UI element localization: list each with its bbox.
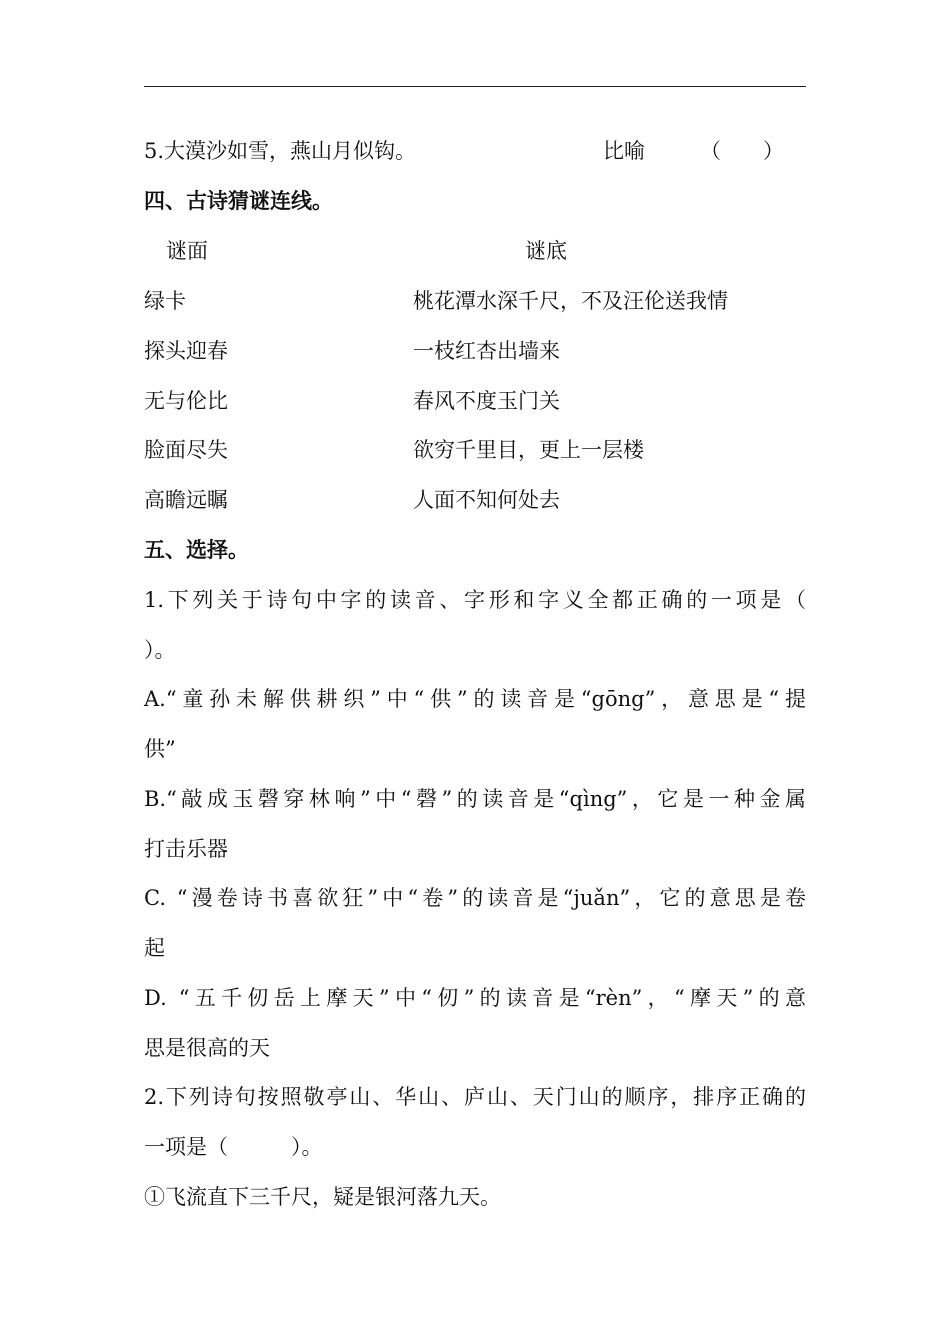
riddle-item[interactable]: 脸面尽失 xyxy=(144,438,228,462)
answer-item[interactable]: 一枝红杏出墙来 xyxy=(413,339,560,363)
q5-answer-blank[interactable]: （ ） xyxy=(700,139,784,163)
option-d[interactable]: D. “五千仞岳上摩天”中“仞”的读音是“rèn”，“摩天”的意 xyxy=(144,986,806,1010)
option-a[interactable]: A.“童孙未解供耕织”中“供”的读音是“gōng”，意思是“提 xyxy=(144,687,806,711)
option-b[interactable]: B.“敲成玉磬穿林响”中“磬”的读音是“qìng”，它是一种金属 xyxy=(144,787,806,811)
section5-heading: 五、选择。 xyxy=(144,537,249,562)
option-c-cont[interactable]: 起 xyxy=(144,936,165,960)
riddle-item[interactable]: 高瞻远瞩 xyxy=(144,488,228,512)
column-header-riddle: 谜面 xyxy=(166,239,208,263)
answer-item[interactable]: 欲穷千里目，更上一层楼 xyxy=(413,438,644,462)
question2-stem-cont: 一项是（ ）。 xyxy=(144,1135,323,1159)
riddle-item[interactable]: 无与伦比 xyxy=(144,389,228,413)
question2-stem: 2.下列诗句按照敬亭山、华山、庐山、天门山的顺序，排序正确的 xyxy=(144,1085,806,1109)
header-rule xyxy=(144,86,806,87)
answer-item[interactable]: 春风不度玉门关 xyxy=(413,389,560,413)
answer-item[interactable]: 人面不知何处去 xyxy=(413,488,560,512)
q5-type-label: 比喻 xyxy=(603,139,645,163)
option-a-cont[interactable]: 供” xyxy=(144,737,176,761)
section4-heading: 四、古诗猜谜连线。 xyxy=(144,188,333,213)
option-c[interactable]: C. “漫卷诗书喜欲狂”中“卷”的读音是“juǎn”，它的意思是卷 xyxy=(144,886,806,910)
riddle-item[interactable]: 探头迎春 xyxy=(144,339,228,363)
riddle-item[interactable]: 绿卡 xyxy=(144,289,186,313)
question2-option-1: ①飞流直下三千尺，疑是银河落九天。 xyxy=(144,1185,501,1209)
answer-item[interactable]: 桃花潭水深千尺，不及汪伦送我情 xyxy=(413,289,728,313)
question1-stem: 1.下列关于诗句中字的读音、字形和字义全都正确的一项是（ xyxy=(144,588,806,612)
option-b-cont[interactable]: 打击乐器 xyxy=(144,837,228,861)
option-d-cont[interactable]: 思是很高的天 xyxy=(144,1036,270,1060)
q5-sentence: 5.大漠沙如雪，燕山月似钩。 xyxy=(144,139,417,163)
column-header-answer: 谜底 xyxy=(525,239,567,263)
question1-stem-cont: ）。 xyxy=(144,638,176,662)
